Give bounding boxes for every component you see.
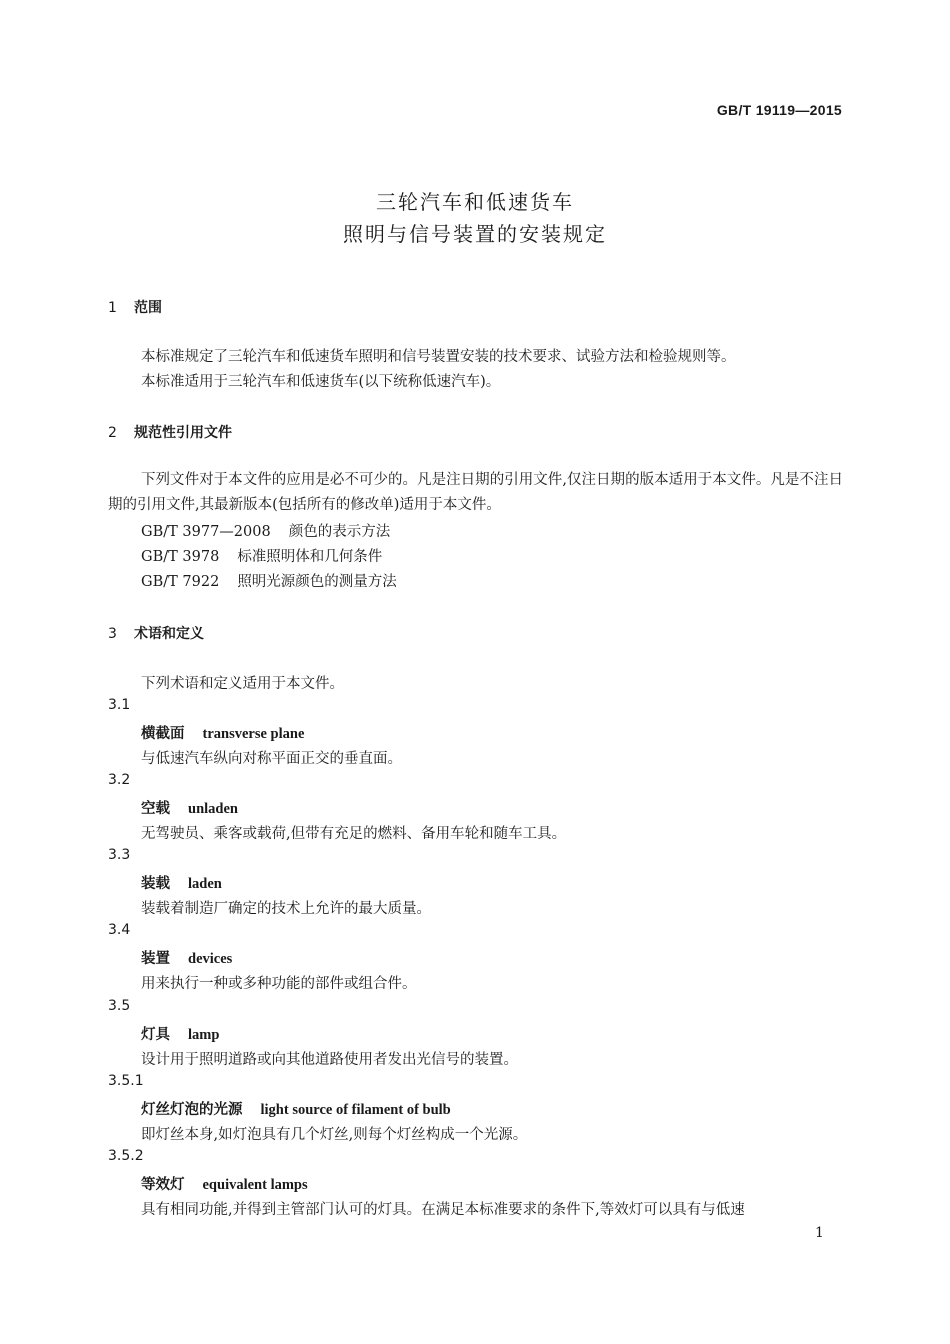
term-chinese: 等效灯 — [141, 1177, 185, 1193]
term-number: 3.3 — [108, 847, 131, 863]
reference-code: GB/T 3977—2008 — [141, 524, 271, 540]
term-heading — [141, 947, 232, 968]
page-number: 1 — [815, 1225, 824, 1241]
term-number: 3.5.2 — [108, 1148, 144, 1164]
term-english: transverse plane — [202, 726, 305, 742]
term-english: unladen — [188, 801, 238, 817]
section-title: 范围 — [134, 300, 162, 316]
term-english: laden — [188, 876, 222, 892]
term-chinese: 装置 — [141, 951, 170, 967]
section-title: 规范性引用文件 — [134, 425, 232, 441]
reference-item — [141, 570, 397, 591]
reference-code: GB/T 3978 — [141, 549, 220, 565]
scope-paragraph-1: 本标准规定了三轮汽车和低速货车照明和信号装置安装的技术要求、试验方法和检验规则等。 — [141, 349, 736, 365]
term-definition: 用来执行一种或多种功能的部件或组合件。 — [141, 976, 417, 992]
scope-paragraph-2: 本标准适用于三轮汽车和低速货车(以下统称低速汽车)。 — [141, 374, 501, 390]
term-chinese: 装载 — [141, 876, 170, 892]
reference-title: 照明光源颜色的测量方法 — [237, 574, 397, 590]
reference-item — [141, 545, 382, 566]
term-definition: 无驾驶员、乘客或载荷,但带有充足的燃料、备用车轮和随车工具。 — [141, 826, 567, 842]
section-3-heading — [108, 623, 204, 643]
term-chinese: 灯丝灯泡的光源 — [141, 1102, 243, 1118]
reference-item — [141, 520, 390, 541]
term-heading — [141, 722, 304, 743]
document-title-line-1: 三轮汽车和低速货车 — [376, 190, 574, 214]
term-heading — [141, 1098, 451, 1119]
section-number: 2 — [108, 425, 117, 441]
document-title-line-2: 照明与信号装置的安装规定 — [343, 222, 607, 246]
term-definition: 与低速汽车纵向对称平面正交的垂直面。 — [141, 751, 402, 767]
standard-number: GB/T 19119—2015 — [716, 102, 842, 118]
term-definition: 具有相同功能,并得到主管部门认可的灯具。在满足本标准要求的条件下,等效灯可以具有与低速 — [141, 1202, 745, 1218]
term-english: equivalent lamps — [202, 1177, 308, 1193]
reference-title: 颜色的表示方法 — [288, 524, 391, 540]
term-heading — [141, 1023, 219, 1044]
term-heading — [141, 1173, 308, 1194]
term-number: 3.2 — [108, 772, 131, 788]
term-heading — [141, 797, 238, 818]
term-chinese: 空载 — [141, 801, 170, 817]
reference-title: 标准照明体和几何条件 — [237, 549, 383, 565]
term-chinese: 灯具 — [141, 1027, 170, 1043]
term-number: 3.1 — [108, 697, 131, 713]
term-heading — [141, 872, 222, 893]
term-definition: 装载着制造厂确定的技术上允许的最大质量。 — [141, 901, 431, 917]
section-1-heading — [108, 297, 162, 317]
terms-intro: 下列术语和定义适用于本文件。 — [141, 676, 344, 692]
term-english: lamp — [188, 1027, 220, 1043]
reference-code: GB/T 7922 — [141, 574, 220, 590]
term-english: devices — [188, 951, 233, 967]
section-title: 术语和定义 — [134, 626, 204, 642]
section-number: 3 — [108, 626, 117, 642]
normative-references-paragraph: 下列文件对于本文件的应用是必不可少的。凡是注日期的引用文件,仅注日期的版本适用于本文件。凡是不注日期的引用文件,其最新版本(包括所有的修改单)适用于本文件。 — [108, 472, 843, 513]
section-2-heading — [108, 422, 232, 442]
section-number: 1 — [108, 300, 117, 316]
term-number: 3.5 — [108, 998, 131, 1014]
term-english: light source of filament of bulb — [260, 1102, 451, 1118]
term-number: 3.4 — [108, 922, 131, 938]
term-definition: 即灯丝本身,如灯泡具有几个灯丝,则每个灯丝构成一个光源。 — [141, 1127, 528, 1143]
term-definition: 设计用于照明道路或向其他道路使用者发出光信号的装置。 — [141, 1052, 518, 1068]
term-number: 3.5.1 — [108, 1073, 144, 1089]
term-chinese: 横截面 — [141, 726, 185, 742]
